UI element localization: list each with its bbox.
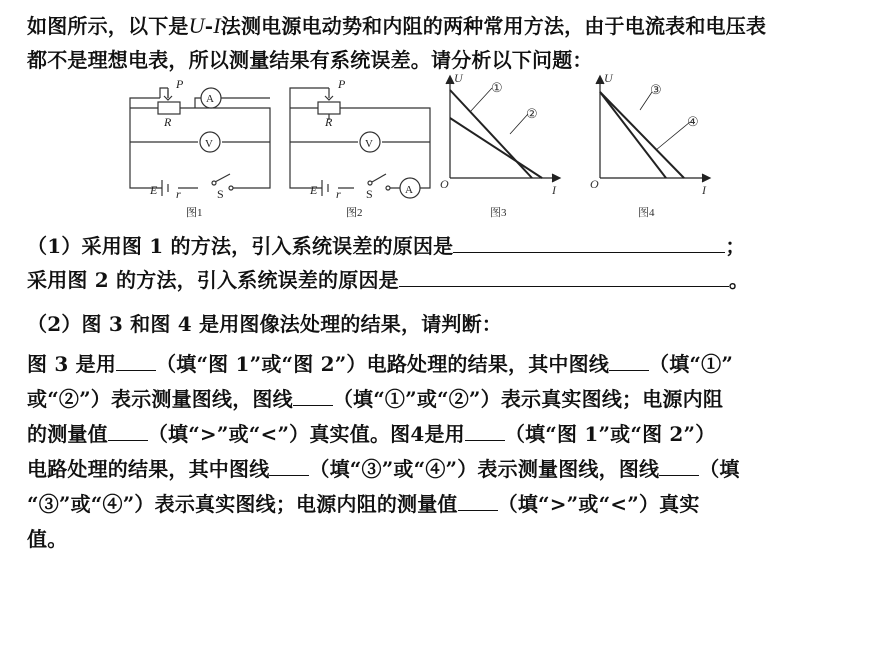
- q2-line-4: [27, 453, 740, 482]
- figure-2-labels: [309, 77, 413, 219]
- q2-text: 的测量值: [27, 422, 108, 446]
- svg-text:S: S: [217, 187, 224, 201]
- figure-3: [440, 71, 560, 219]
- svg-text:P: P: [338, 77, 346, 91]
- svg-text:④: ④: [687, 114, 699, 129]
- q1-end-1: ；: [725, 234, 746, 258]
- answer-blank-3[interactable]: [116, 352, 156, 371]
- svg-text:A: A: [405, 184, 413, 196]
- svg-text:①: ①: [491, 80, 503, 95]
- q2-text: （填“图 1”或“图 2”）: [504, 422, 716, 446]
- q2-text: （填“③”或“④”）表示测量图线，图线: [309, 457, 660, 481]
- var-i: I: [213, 13, 221, 38]
- answer-blank-10[interactable]: [458, 492, 498, 511]
- svg-text:I: I: [702, 183, 706, 197]
- svg-text:E: E: [310, 183, 318, 197]
- svg-text:②: ②: [526, 106, 538, 121]
- q2-text: 或“②”）表示测量图线，图线: [27, 387, 293, 411]
- answer-blank-6[interactable]: [108, 422, 148, 441]
- q2-line-5: [27, 488, 700, 517]
- dash: -: [204, 14, 214, 38]
- q2-text: 图 3 是用: [27, 352, 117, 376]
- q2-title: （2）图 3 和图 4 是用图像法处理的结果，请判断：: [27, 312, 502, 336]
- answer-blank-7[interactable]: [465, 422, 505, 441]
- q2-text: “③”或“④”）表示真实图线；电源内阻的测量值: [27, 492, 458, 516]
- answer-blank-4[interactable]: [609, 352, 649, 371]
- q1-text-2: 采用图 2 的方法，引入系统误差的原因是: [27, 268, 399, 292]
- svg-text:S: S: [366, 187, 373, 201]
- intro-text: 如图所示，以下是: [27, 14, 189, 38]
- intro-line-1: [27, 10, 766, 39]
- q2-text: （填: [699, 457, 740, 481]
- svg-text:V: V: [365, 138, 373, 150]
- q2-line-2: [27, 383, 723, 412]
- svg-text:U: U: [604, 71, 613, 85]
- svg-text:O: O: [590, 177, 599, 191]
- answer-blank-9[interactable]: [659, 457, 699, 476]
- var-u: U: [188, 13, 205, 38]
- q2-text: （填“图 1”或“图 2”）电路处理的结果，其中图线: [156, 352, 610, 376]
- svg-text:r: r: [176, 187, 181, 201]
- figure-2: [290, 88, 430, 198]
- svg-text:R: R: [164, 115, 172, 129]
- svg-text:V: V: [205, 138, 213, 150]
- q1-text-1: （1）采用图 1 的方法，引入系统误差的原因是: [27, 234, 454, 258]
- figure-1-labels: [149, 77, 224, 219]
- answer-blank-2[interactable]: [399, 268, 729, 287]
- svg-text:O: O: [440, 177, 449, 191]
- svg-text:图4: 图4: [638, 207, 655, 219]
- svg-text:A: A: [206, 93, 214, 105]
- svg-text:③: ③: [650, 82, 662, 97]
- intro-line-2: 都不是理想电表，所以测量结果有系统误差。请分析以下问题：: [27, 48, 593, 72]
- q2-line-6: 值。: [27, 527, 68, 551]
- intro-text-2: 法测电源电动势和内阻的两种常用方法，由于电流表和电压表: [220, 14, 767, 38]
- circuit-figures: [120, 70, 720, 222]
- svg-text:r: r: [336, 187, 341, 201]
- figure-1: [130, 88, 270, 196]
- figure-4: [590, 71, 710, 219]
- answer-blank-1[interactable]: [453, 234, 725, 253]
- q1-line-1: [27, 230, 746, 259]
- svg-text:图2: 图2: [346, 207, 363, 219]
- svg-text:图3: 图3: [490, 207, 507, 219]
- q2-text: （填“①”: [649, 352, 734, 376]
- q2-text: （填“①”或“②”）表示真实图线；电源内阻: [332, 387, 724, 411]
- q2-text: 电路处理的结果，其中图线: [27, 457, 270, 481]
- q2-line-1: [27, 348, 733, 377]
- q1-line-2: [27, 264, 749, 293]
- svg-text:I: I: [552, 183, 556, 197]
- answer-blank-5[interactable]: [293, 387, 333, 406]
- q2-text: （填“>”或“<”）真实值。图4是用: [147, 422, 465, 446]
- svg-text:图1: 图1: [186, 207, 203, 219]
- svg-text:R: R: [325, 115, 333, 129]
- answer-blank-8[interactable]: [269, 457, 309, 476]
- q2-text: （填“>”或“<”）真实: [497, 492, 700, 516]
- q1-end-2: 。: [728, 268, 750, 292]
- q2-line-3: [27, 418, 715, 447]
- svg-text:P: P: [176, 77, 184, 91]
- svg-text:E: E: [150, 183, 158, 197]
- svg-text:U: U: [454, 71, 463, 85]
